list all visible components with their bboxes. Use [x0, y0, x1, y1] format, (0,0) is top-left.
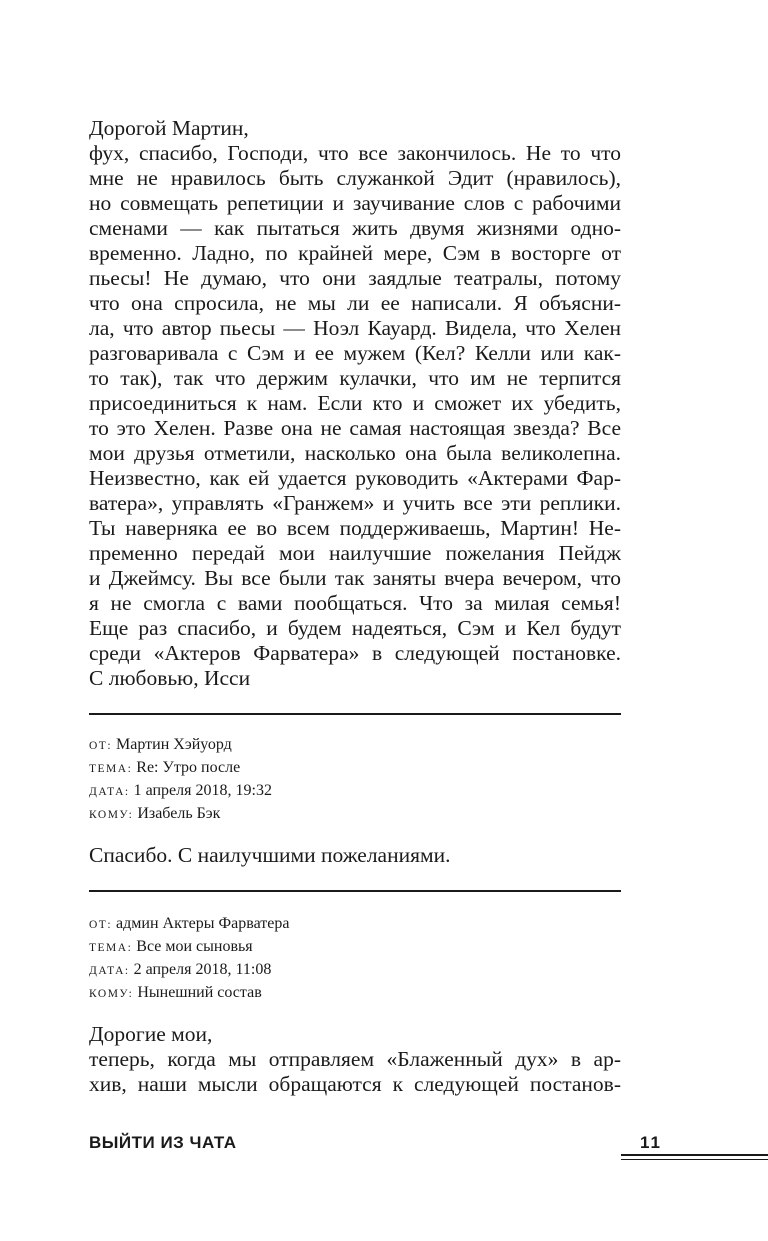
email-from-value: админ Актеры Фарватера: [116, 915, 290, 932]
email-from-value: Мартин Хэйуорд: [116, 736, 232, 753]
email-line: теперь, когда мы отправляем «Блаженный дух» в ар-: [89, 1047, 621, 1071]
email-to-label: КОМУ:: [89, 988, 134, 1000]
email-to-value: Изабель Бэк: [137, 805, 221, 822]
email-subject: [89, 758, 240, 779]
letter-line: разговаривала с Сэм и ее мужем (Кел? Келли или как-: [89, 341, 621, 365]
letter-line: временно. Ладно, по крайней мере, Сэм в восторге от: [89, 241, 621, 265]
email-subject-value: Re: Утро после: [136, 759, 241, 776]
letter-line: пьесы! Не думаю, что они заядлые театралы, потому: [89, 266, 621, 290]
email-date-value: 1 апреля 2018, 19:32: [133, 782, 272, 799]
letter-line: то это Хелен. Разве она не самая настоящая звезда? Все: [89, 416, 621, 440]
letter-line: мне не нравилось быть служанкой Эдит (нравилось),: [89, 166, 621, 190]
email-from: [89, 735, 232, 756]
email-to: [89, 983, 262, 1004]
section-divider: [89, 713, 621, 715]
letter-line: мои друзья отметили, насколько она была великолепна.: [89, 441, 621, 465]
email-subject: [89, 937, 253, 958]
email-line: хив, наши мысли обращаются к следующей постанов-: [89, 1072, 621, 1096]
letter-line: Еще раз спасибо, и будем надеяться, Сэм и Кел будут: [89, 616, 621, 640]
email-date: [89, 960, 271, 981]
footer-rule: [621, 1159, 768, 1160]
section-divider: [89, 890, 621, 892]
email-to-value: Нынешний состав: [137, 984, 262, 1001]
email-subject-label: ТЕМА:: [89, 763, 133, 775]
email-from: [89, 914, 289, 935]
email-to-label: КОМУ:: [89, 809, 134, 821]
letter-line: но совмещать репетиции и заучивание слов с рабочими: [89, 191, 621, 215]
letter-line: среди «Актеров Фарватера» в следующей постановке.: [89, 641, 621, 665]
letter-line: присоединиться к нам. Если кто и сможет их убедить,: [89, 391, 621, 415]
footer-rule: [621, 1154, 768, 1156]
letter-line: то так), так что держим кулачки, что им не терпится: [89, 366, 621, 390]
email-body: Спасибо. С наилучшими пожеланиями.: [89, 843, 451, 867]
page-number: 11: [640, 1133, 662, 1152]
email-to: [89, 804, 220, 825]
email-date-value: 2 апреля 2018, 11:08: [133, 961, 272, 978]
email-greeting: Дорогие мои,: [89, 1022, 213, 1046]
email-from-label: ОТ:: [89, 740, 113, 752]
letter-line: ла, что автор пьесы — Ноэл Кауард. Видела, что Хелен: [89, 316, 621, 340]
letter-greeting: Дорогой Мартин,: [89, 116, 249, 140]
email-date-label: ДАТА:: [89, 786, 130, 798]
email-date: [89, 781, 272, 802]
letter-line: я не смогла с вами пообщаться. Что за милая семья!: [89, 591, 621, 615]
letter-line: ватера», управлять «Гранжем» и учить все эти реплики.: [89, 491, 621, 515]
letter-line: сменами — как пытаться жить двумя жизнями одно-: [89, 216, 621, 240]
letter-line: что она спросила, не мы ли ее написали. Я объясни-: [89, 291, 621, 315]
letter-line: фух, спасибо, Господи, что все закончилось. Не то что: [89, 141, 621, 165]
letter-line: и Джеймсу. Вы все были так заняты вчера вечером, что: [89, 566, 621, 590]
email-subject-label: ТЕМА:: [89, 942, 133, 954]
email-from-label: ОТ:: [89, 919, 113, 931]
running-footer-title: ВЫЙТИ ИЗ ЧАТА: [89, 1133, 237, 1152]
email-subject-value: Все мои сыновья: [136, 938, 253, 955]
letter-line: Ты наверняка ее во всем поддерживаешь, Мартин! Не-: [89, 516, 621, 540]
letter-signoff: С любовью, Исси: [89, 666, 251, 690]
letter-line: пременно передай мои наилучшие пожелания Пейдж: [89, 541, 621, 565]
letter-line: Неизвестно, как ей удается руководить «Актерами Фар-: [89, 466, 621, 490]
email-date-label: ДАТА:: [89, 965, 130, 977]
